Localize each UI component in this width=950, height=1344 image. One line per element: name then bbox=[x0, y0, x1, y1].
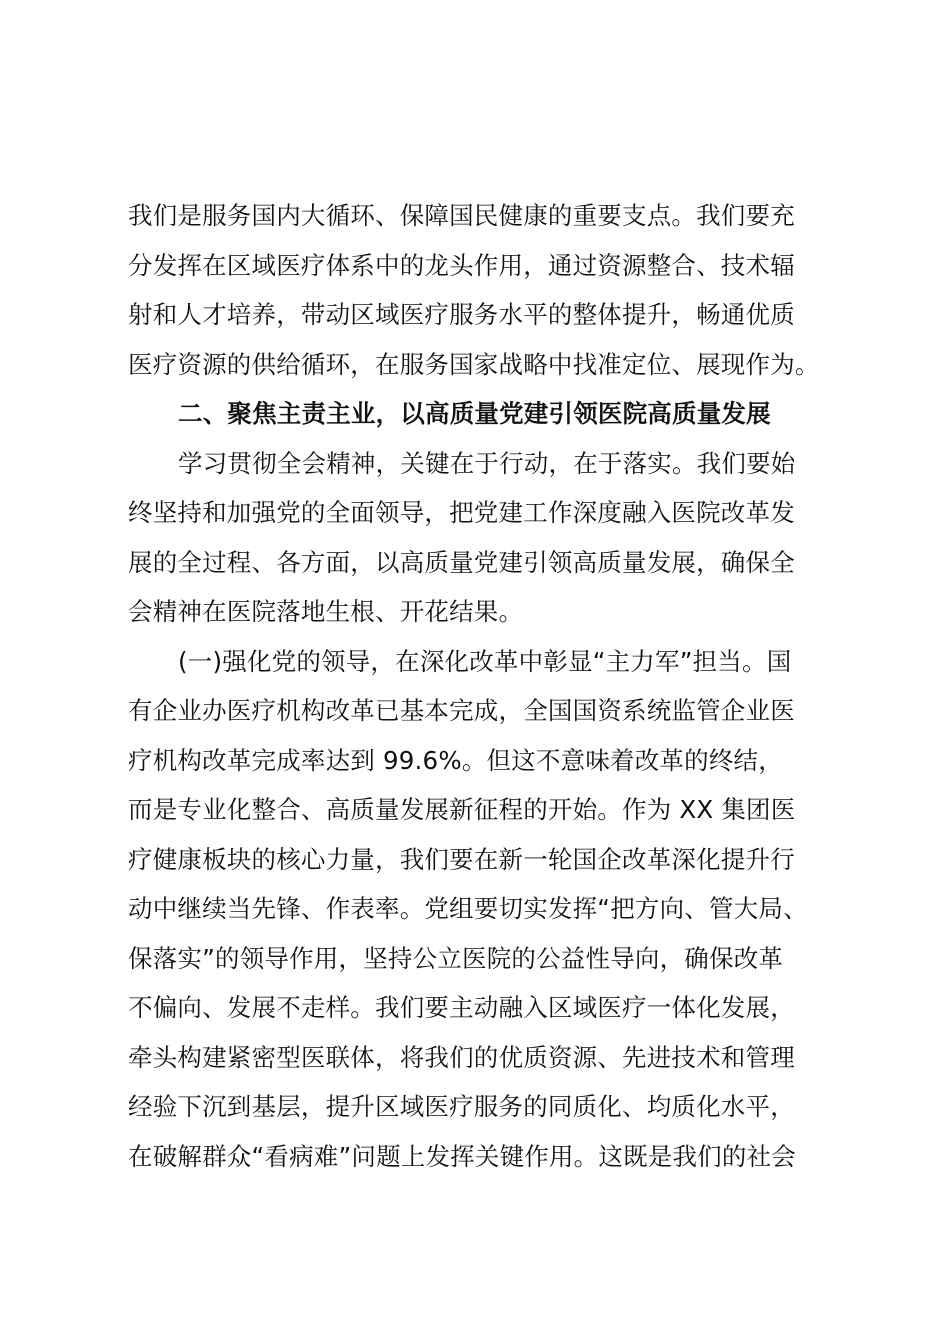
paragraph-line: 终坚持和加强党的全面领导，把党建工作深度融入医院改革发 bbox=[128, 498, 795, 527]
paragraph-line: 射和人才培养，带动区域医疗服务水平的整体提升，畅通优质 bbox=[128, 300, 795, 329]
paragraph-line: 保落实”的领导作用，坚持公立医院的公益性导向，确保改革 bbox=[128, 943, 784, 973]
paragraph-line: 动中继续当先锋、作表率。党组要切实发挥“把方向、管大局、 bbox=[128, 894, 808, 923]
paragraph-line: 我们是服务国内大循环、保障国民健康的重要支点。我们要充 bbox=[128, 201, 795, 230]
section-heading: 二、聚焦主责主业，以高质量党建引领医院高质量发展 bbox=[178, 399, 771, 428]
paragraph-line: 学习贯彻全会精神，关键在于行动，在于落实。我们要始 bbox=[178, 448, 796, 478]
paragraph-line: 疗健康板块的核心力量，我们要在新一轮国企改革深化提升行 bbox=[128, 844, 795, 874]
paragraph-line: 会精神在医院落地生根、开花结果。 bbox=[128, 597, 524, 626]
paragraph-line: 医疗资源的供给循环，在服务国家战略中找准定位、展现作为。 bbox=[128, 349, 820, 379]
paragraph-line: 分发挥在区域医疗体系中的龙头作用，通过资源整合、技术辐 bbox=[128, 250, 795, 280]
paragraph-line: 有企业办医疗机构改革已基本完成，全国国资系统监管企业医 bbox=[128, 696, 795, 725]
paragraph-line: 在破解群众“看病难”问题上发挥关键作用。这既是我们的社会 bbox=[128, 1141, 796, 1171]
paragraph-line: 不偏向、发展不走样。我们要主动融入区域医疗一体化发展， bbox=[128, 993, 795, 1022]
paragraph-line: 展的全过程、各方面，以高质量党建引领高质量发展，确保全 bbox=[128, 547, 795, 577]
document-body bbox=[128, 191, 828, 1181]
paragraph-line: 经验下沉到基层，提升区域医疗服务的同质化、均质化水平， bbox=[128, 1092, 795, 1121]
paragraph-line: (一)强化党的领导，在深化改革中彰显“主力军”担当。国 bbox=[178, 646, 792, 676]
paragraph-line: 疗机构改革完成率达到 99.6%。但这不意味着改革的终结， bbox=[128, 745, 783, 775]
paragraph-line: 而是专业化整合、高质量发展新征程的开始。作为 XX 集团医 bbox=[128, 795, 796, 824]
paragraph-line: 牵头构建紧密型医联体，将我们的优质资源、先进技术和管理 bbox=[128, 1042, 795, 1072]
